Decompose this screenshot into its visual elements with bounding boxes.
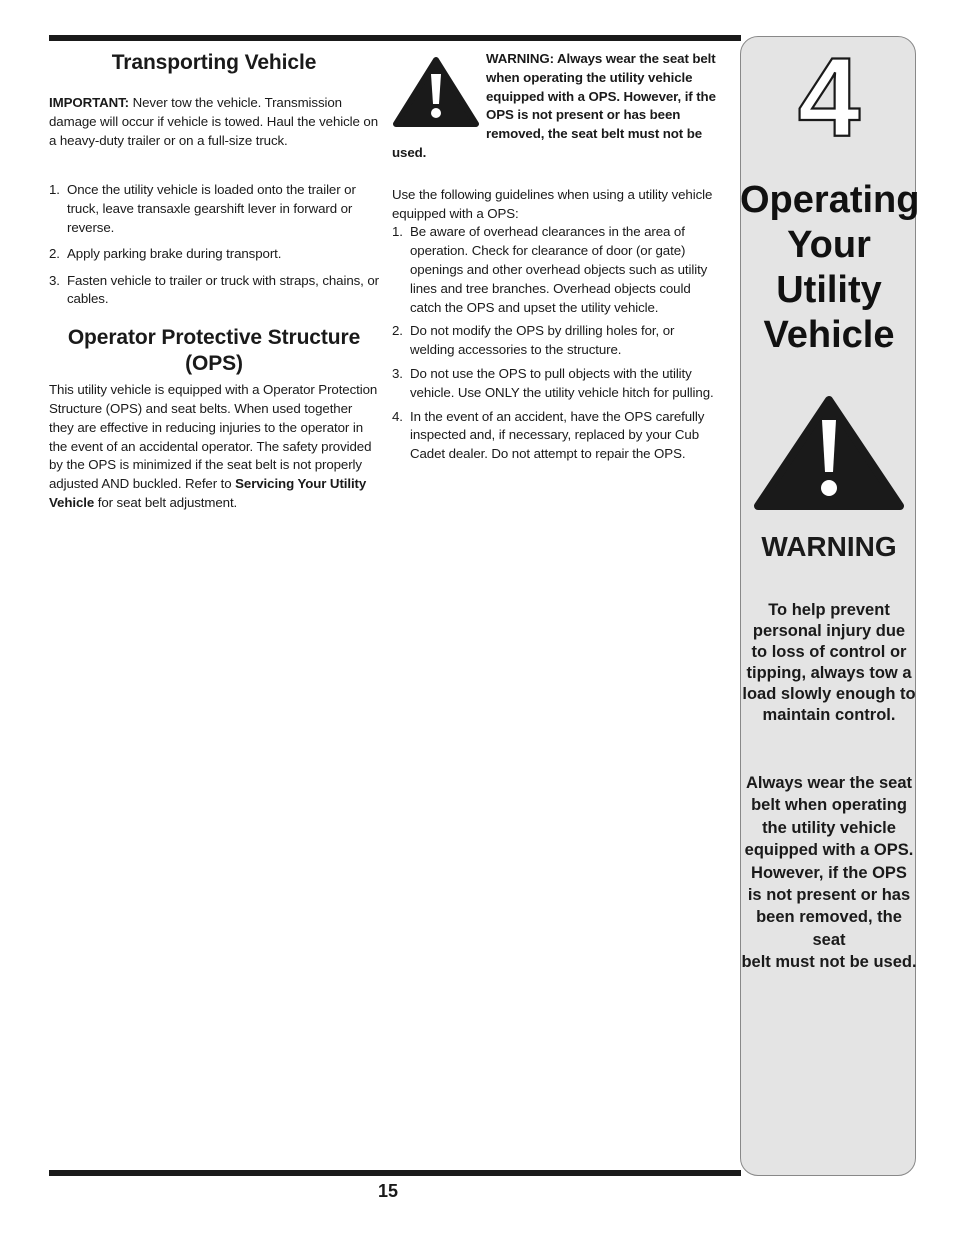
list-item: 2. Do not modify the OPS by drilling holes for, or welding accessories to the structure. [392,323,675,358]
ops-heading: Operator Protective Structure (OPS) [67,326,361,376]
important-text: Never tow the vehicle. Transmission damage will occur if vehicle is towed. Haul the vehicle on a heavy-duty trailer or on a full-size truck. [49,95,379,148]
svg-text:4: 4 [797,44,861,144]
transport-steps [49,181,379,309]
transporting-heading: Transporting Vehicle [111,51,317,74]
list-item: 2. Apply parking brake during transport. [49,245,282,261]
list-item: 3. Fasten vehicle to trailer or truck with straps, chains, or cables. [49,272,379,307]
ops-guidelines [392,223,722,464]
servicing-reference: Servicing Your Utility Vehicle [49,476,367,510]
list-item: 4. In the event of an accident, have the OPS carefully inspected and, if necessary, replaced by your Cub Cadet dealer. Do not attempt to repair the OPS. [392,408,705,462]
list-item: 1. Once the utility vehicle is loaded onto the trailer or truck, leave transaxle gearshift lever in forward or reverse. [49,182,356,235]
sidebar-warning-heading: WARNING [761,531,897,562]
chapter-title: Operating Your Utility Vehicle [740,179,920,356]
ops-paragraph: This utility vehicle is equipped with a Operator Protection Structure (OPS) and seat belts. When used together they are effective in reducing injuries to the operator in the event of an accidental operator. The safety provided by the OPS is minimized if the seat belt is not properly adjusted AND buckled. Refer to Servicing Your Utility Vehicle for seat belt adjustment. [49,382,378,510]
top-rule [49,35,741,41]
sidebar-warning-towing: To help prevent personal injury due to loss of control or tipping, always tow a load slowly enough to maintain control. [742,601,916,724]
warning-triangle-icon [392,56,480,128]
list-item: 3. Do not use the OPS to pull objects with the utility vehicle. Use ONLY the utility vehicle hitch for pulling. [392,365,714,400]
warning-triangle-icon [752,394,906,512]
ops-warning-text: WARNING: Always wear the seat belt when operating the utility vehicle equipped with a OPS. However, if the OPS is not present or has been removed, the seat belt must not be used. [392,51,716,160]
left-column [49,50,379,513]
bottom-rule [49,1170,741,1176]
sidebar-warning-seatbelt: Always wear the seat belt when operating the utility vehicle equipped with a OPS. However, if the OPS is not present or has been removed, the seat belt must not be used. [741,774,917,972]
page-number: 15 [377,1181,399,1201]
important-paragraph [49,94,379,150]
guidelines-intro: Use the following guidelines when using a utility vehicle equipped with a OPS: [392,186,713,221]
list-item: 1. Be aware of overhead clearances in the area of operation. Check for clearance of door (or gate) openings and other overhead objects such as utility lines and tree branches. Overhead objects could catch the OPS and upset the utility vehicle. [392,224,708,315]
important-label: IMPORTANT: [49,95,130,110]
ops-warning [392,50,722,163]
middle-column [392,50,722,464]
chapter-number [740,44,918,144]
